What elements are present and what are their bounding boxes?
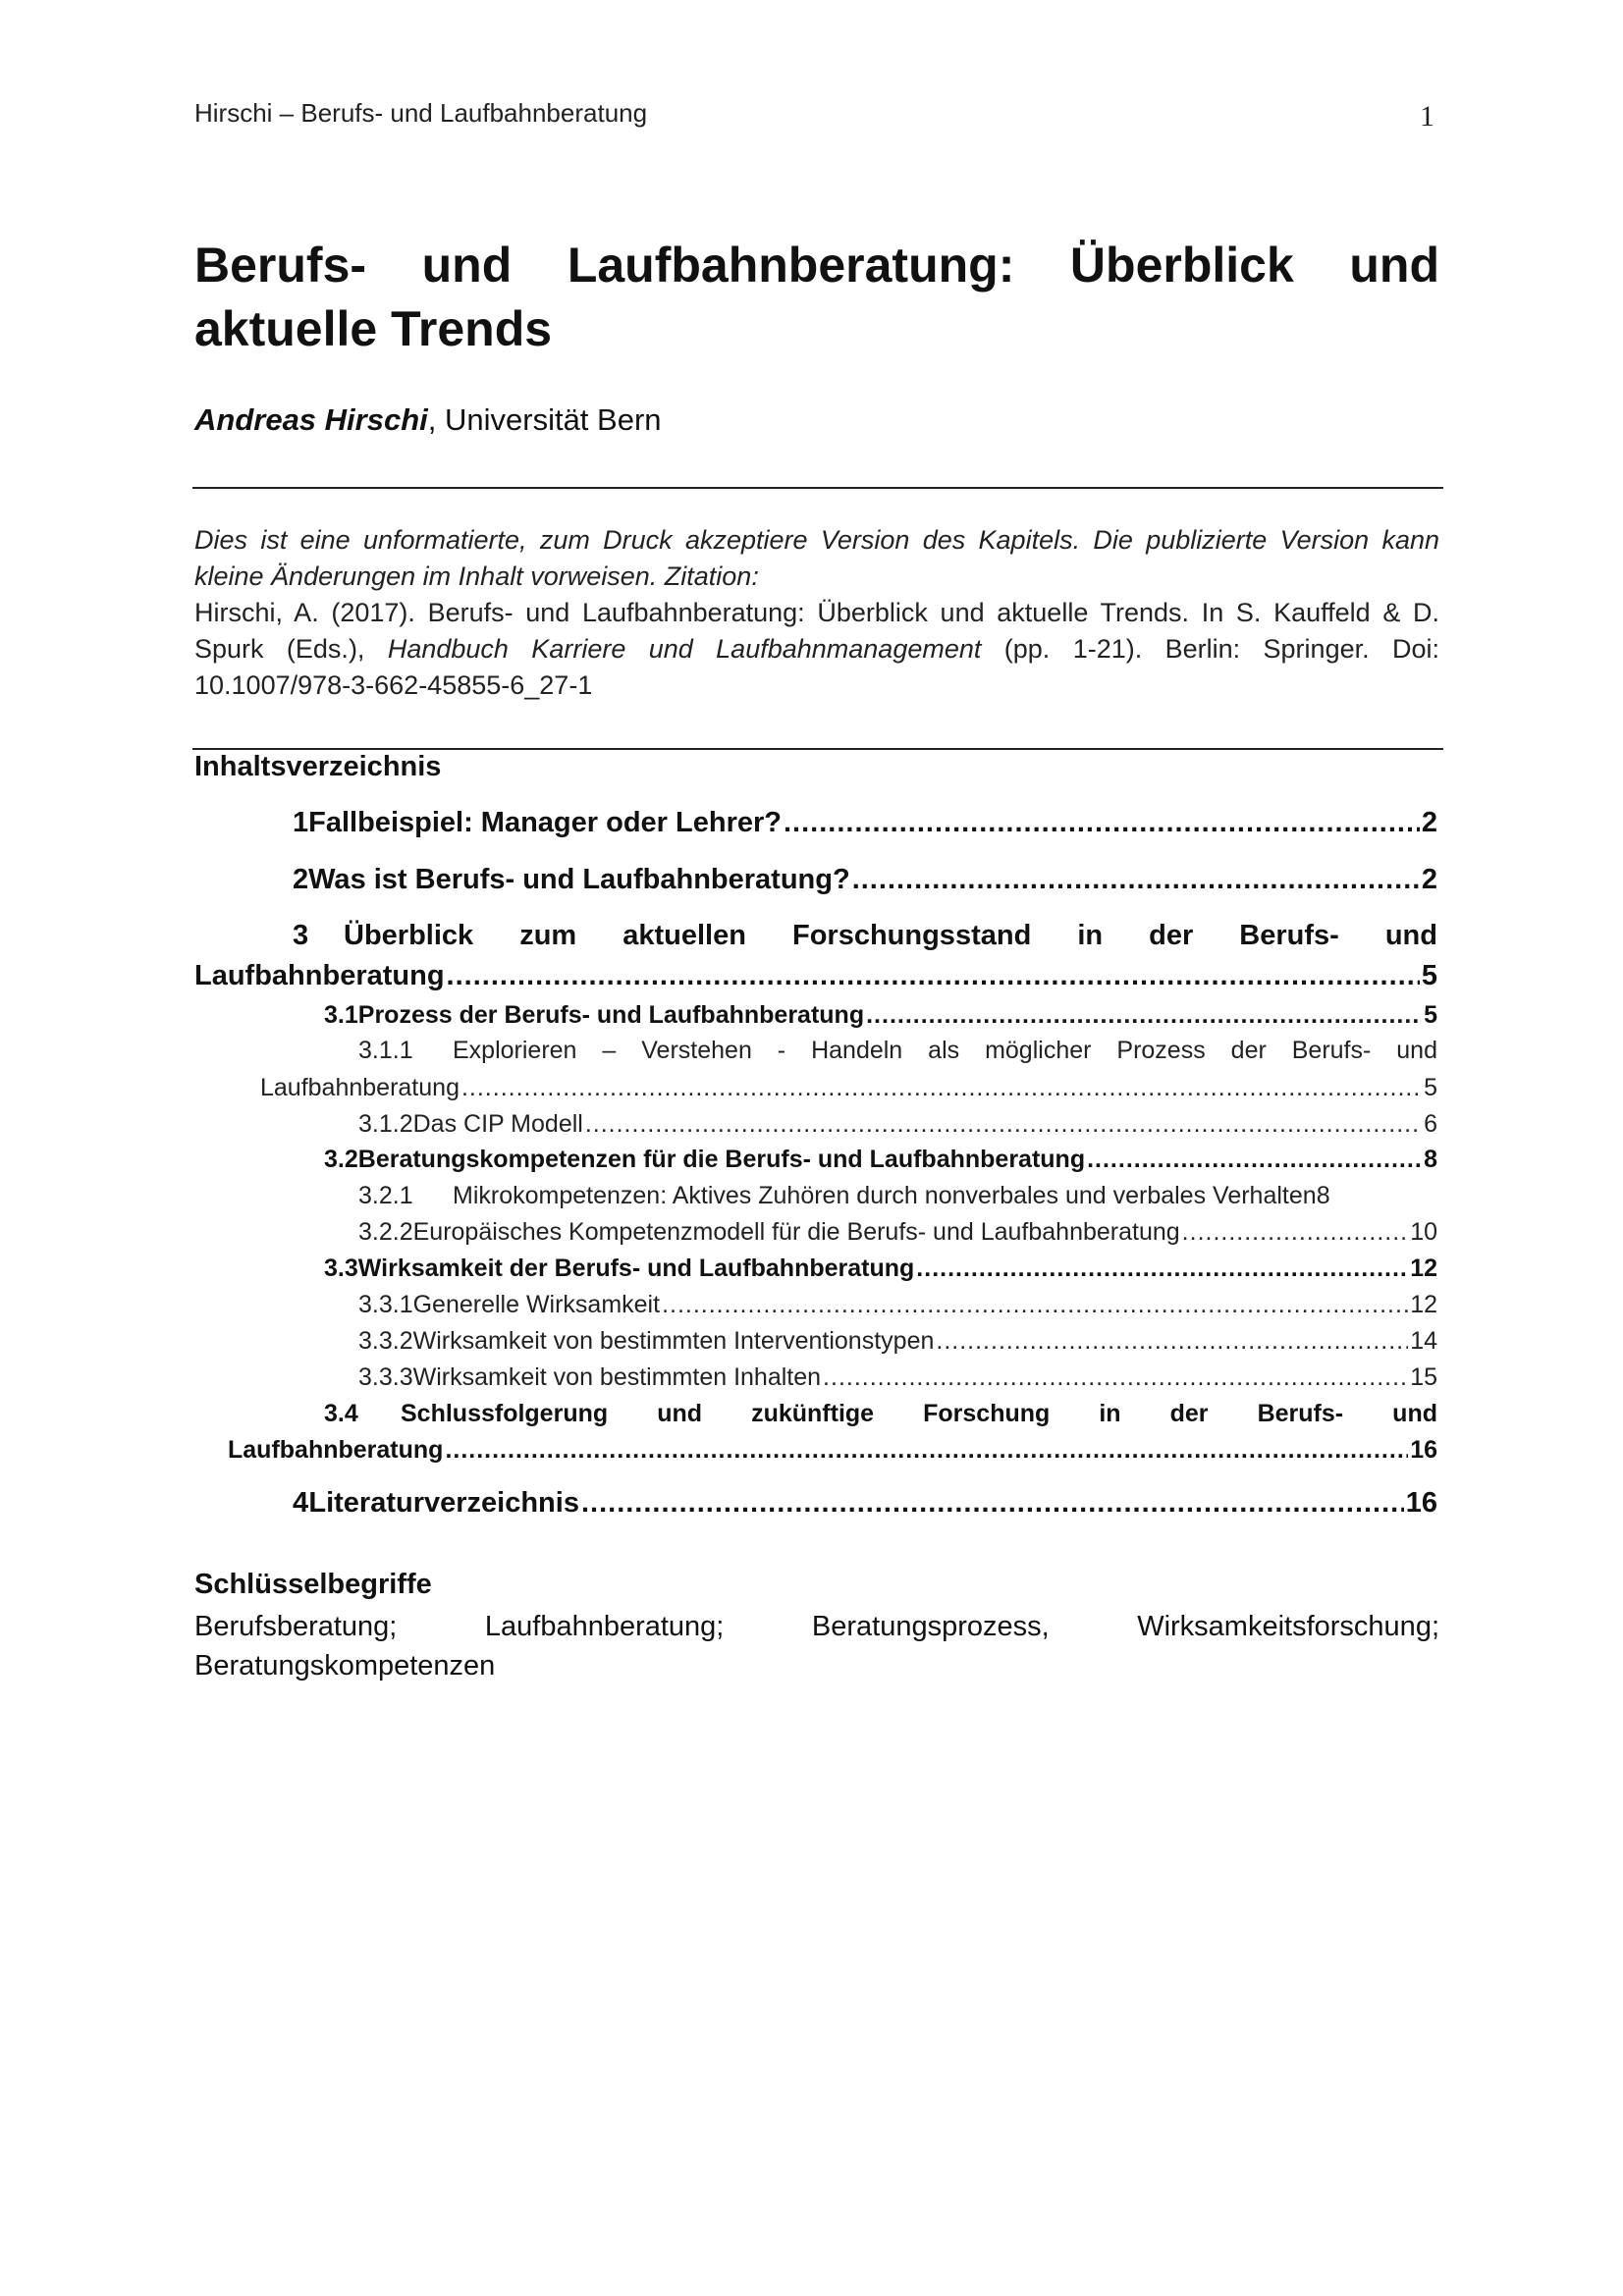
citation-text: Hirschi, A. (2017). Berufs- und Laufbahnberatung: Überblick und aktuelle Trends. In S. Kauffeld & D. Spurk (Eds.), bbox=[194, 598, 1439, 664]
toc-leader bbox=[581, 1487, 1404, 1520]
toc-leader bbox=[852, 864, 1420, 896]
toc-title: Europäisches Kompetenzmodell für die Berufs- und Laufbahnberatung bbox=[412, 1218, 1180, 1246]
toc-title-cont: Laufbahnberatung bbox=[194, 960, 445, 991]
toc-page: 5 bbox=[1424, 1001, 1437, 1029]
toc-leader bbox=[823, 1363, 1408, 1392]
toc-entry-3-3-3[interactable] bbox=[358, 1363, 1437, 1392]
toc-entry-3-3-2[interactable] bbox=[358, 1327, 1437, 1356]
divider-top bbox=[192, 487, 1443, 489]
toc-entry-3-4-line2[interactable] bbox=[228, 1436, 1437, 1465]
author-affiliation: , Universität Bern bbox=[427, 402, 662, 437]
toc-page: 2 bbox=[1421, 864, 1437, 895]
running-header: Hirschi – Berufs- und Laufbahnberatung bbox=[194, 98, 648, 128]
toc-entry-3-1-2[interactable] bbox=[358, 1110, 1437, 1139]
toc-heading: Inhaltsverzeichnis bbox=[194, 751, 442, 782]
toc-page: 14 bbox=[1410, 1327, 1437, 1355]
toc-leader bbox=[1087, 1146, 1422, 1174]
toc-leader bbox=[866, 1001, 1422, 1030]
keywords-line-2: Beratungskompetenzen bbox=[194, 1650, 496, 1682]
toc-title: Wirksamkeit der Berufs- und Laufbahnberatung bbox=[357, 1255, 915, 1282]
toc-page: 12 bbox=[1410, 1291, 1437, 1318]
toc-entry-3-4-line1[interactable] bbox=[324, 1400, 1437, 1428]
toc-number: 3.4 bbox=[324, 1400, 358, 1427]
toc-number: 1 bbox=[293, 807, 309, 838]
toc-title: Mikrokompetenzen: Aktives Zuhören durch nonverbales und verbales Verhalten bbox=[453, 1182, 1317, 1209]
toc-title: Literaturverzeichnis bbox=[308, 1487, 579, 1519]
keywords-text bbox=[194, 1607, 1439, 1685]
toc-page: 8 bbox=[1316, 1182, 1330, 1209]
author-line bbox=[194, 402, 662, 438]
toc-title: Schlussfolgerung und zukünftige Forschung in der Berufs- und bbox=[401, 1400, 1437, 1427]
toc-title: Explorieren – Verstehen - Handeln als möglicher Prozess der Berufs- und bbox=[453, 1037, 1437, 1064]
toc-title-cont: Laufbahnberatung bbox=[228, 1436, 444, 1464]
toc-leader bbox=[662, 1291, 1408, 1319]
toc-page: 6 bbox=[1424, 1110, 1437, 1138]
toc-entry-3-2-2[interactable] bbox=[358, 1218, 1437, 1247]
toc-page: 16 bbox=[1410, 1436, 1437, 1464]
toc-leader bbox=[585, 1110, 1422, 1139]
toc-title: Generelle Wirksamkeit bbox=[412, 1291, 661, 1318]
page-number: 1 bbox=[1420, 100, 1434, 133]
toc-leader bbox=[461, 1074, 1422, 1102]
keywords-line-1: Berufsberatung; Laufbahnberatung; Beratungsprozess, Wirksamkeitsforschung; bbox=[194, 1611, 1439, 1642]
toc-number: 3.3.1 bbox=[358, 1291, 413, 1318]
toc-entry-3-3-1[interactable] bbox=[358, 1291, 1437, 1319]
toc-entry-3-line2[interactable] bbox=[194, 960, 1437, 992]
toc-number: 3.1 bbox=[324, 1001, 358, 1029]
toc-entry-2[interactable] bbox=[293, 864, 1437, 896]
toc-number: 3.3.3 bbox=[358, 1363, 413, 1391]
toc-entry-1[interactable] bbox=[293, 807, 1437, 839]
document-title: Berufs- und Laufbahnberatung: Überblick und aktuelle Trends bbox=[194, 238, 1439, 356]
toc-number: 3.3.2 bbox=[358, 1327, 413, 1355]
toc-page: 10 bbox=[1410, 1218, 1437, 1246]
toc-page: 12 bbox=[1410, 1255, 1437, 1282]
toc-entry-3-1[interactable] bbox=[324, 1001, 1437, 1030]
toc-entry-4[interactable] bbox=[293, 1487, 1437, 1520]
toc-title: Was ist Berufs- und Laufbahnberatung? bbox=[308, 864, 850, 895]
toc-title: Wirksamkeit von bestimmten Interventionstypen bbox=[412, 1327, 935, 1355]
toc-entry-3-3[interactable] bbox=[324, 1255, 1437, 1283]
toc-page: 8 bbox=[1424, 1146, 1437, 1173]
citation-note bbox=[194, 522, 1439, 704]
toc-title: Prozess der Berufs- und Laufbahnberatung bbox=[357, 1001, 865, 1029]
toc-number: 3.3 bbox=[324, 1255, 358, 1282]
toc-number: 3 bbox=[293, 920, 309, 951]
toc-title: Überblick zum aktuellen Forschungsstand in der Berufs- und bbox=[344, 920, 1437, 951]
toc-number: 3.2.2 bbox=[358, 1218, 413, 1246]
toc-page: 5 bbox=[1424, 1074, 1437, 1101]
toc-number: 4 bbox=[293, 1487, 309, 1519]
toc-leader bbox=[447, 960, 1420, 992]
toc-leader bbox=[784, 807, 1420, 839]
toc-title: Fallbeispiel: Manager oder Lehrer? bbox=[308, 807, 782, 838]
toc-number: 3.2 bbox=[324, 1146, 358, 1173]
toc-number: 3.1.2 bbox=[358, 1110, 413, 1138]
toc-entry-3-1-1-line2[interactable] bbox=[260, 1074, 1437, 1102]
toc-page: 15 bbox=[1410, 1363, 1437, 1391]
toc-entry-3-2-1[interactable] bbox=[358, 1182, 1437, 1210]
toc-number: 2 bbox=[293, 864, 309, 895]
toc-leader bbox=[916, 1255, 1408, 1283]
citation-text-end: (pp. 1-21). Berlin: Springer. Doi: 10.1007/978-3-662-45855-6_27-1 bbox=[194, 634, 1440, 700]
toc-leader bbox=[445, 1436, 1408, 1465]
toc-title: Wirksamkeit von bestimmten Inhalten bbox=[412, 1363, 822, 1391]
toc-number: 3.2.1 bbox=[358, 1182, 413, 1209]
toc-page: 16 bbox=[1405, 1487, 1437, 1519]
toc-page: 5 bbox=[1421, 960, 1437, 991]
toc-entry-3-1-1-line1[interactable] bbox=[358, 1037, 1437, 1065]
version-notice: Dies ist eine unformatierte, zum Druck akzeptiere Version des Kapitels. Die publizierte Version kann kleine Änderungen im Inhalt vorweisen. Zitation: bbox=[194, 525, 1439, 591]
toc-entry-3-2[interactable] bbox=[324, 1146, 1437, 1174]
toc-page: 2 bbox=[1421, 807, 1437, 838]
citation-book-title: Handbuch Karriere und Laufbahnmanagement bbox=[387, 634, 982, 664]
divider-toc bbox=[192, 748, 1443, 750]
toc-title: Beratungskompetenzen für die Berufs- und Laufbahnberatung bbox=[357, 1146, 1086, 1173]
toc-title: Das CIP Modell bbox=[412, 1110, 583, 1138]
toc-leader bbox=[1182, 1218, 1409, 1247]
toc-leader bbox=[936, 1327, 1408, 1356]
keywords-heading: Schlüsselbegriffe bbox=[194, 1569, 432, 1600]
toc-entry-3-line1[interactable] bbox=[293, 920, 1437, 952]
toc-title-cont: Laufbahnberatung bbox=[260, 1074, 460, 1101]
author-name: Andreas Hirschi bbox=[194, 402, 428, 437]
toc-number: 3.1.1 bbox=[358, 1037, 413, 1064]
